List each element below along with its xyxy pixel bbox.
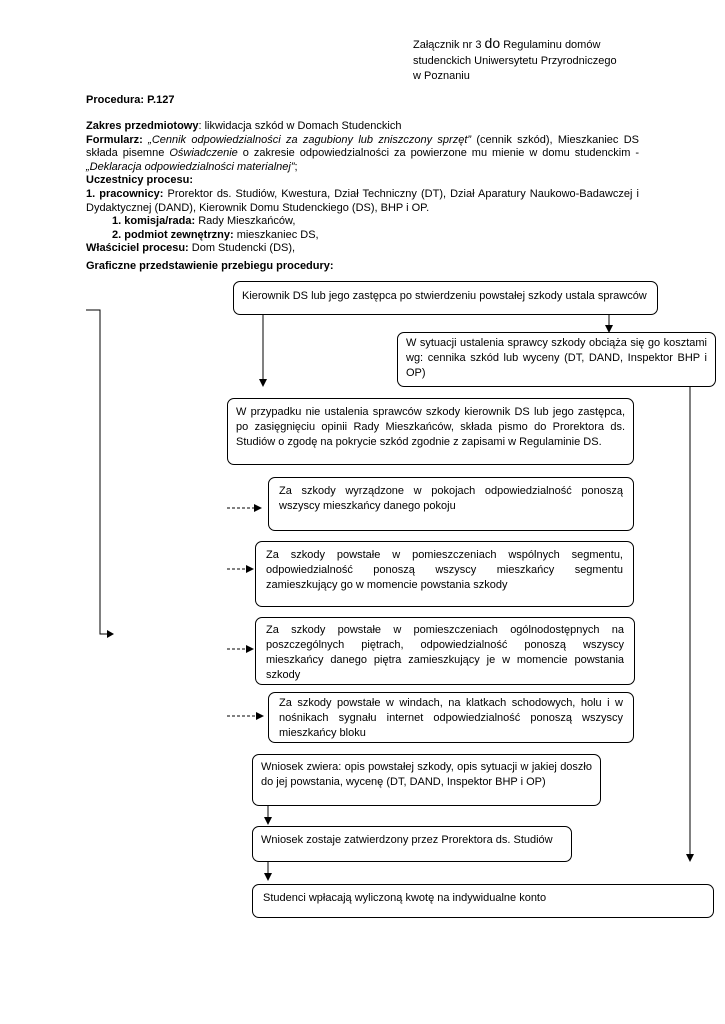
flow-box-no-culprit-request [227,398,634,465]
form-italic-2: Oświadczenie [169,147,238,160]
owner-label: Właściciel procesu: [86,242,189,255]
flow-box-request-contents [252,754,601,806]
flow-box-culprit-charged [397,332,716,387]
flow-box-room-damage [268,477,634,531]
graphic-heading-text: Graficzne przedstawienie przebiegu procedury: [86,260,334,272]
form-text-1: (cennik szkód), Mieszkaniec DS składa pisemne [86,133,639,160]
workers-label: 1. pracownicy: [86,187,164,200]
external-text: mieszkaniec DS, [236,228,319,241]
flow-box-9-text: Wniosek zostaje zatwierdzony przez Prorektora ds. Studiów [261,834,553,846]
flow-box-8-text: Wniosek zwiera: opis powstałej szkody, opis sytuacji w jakiej doszło do jej powstania, wycenę (DT, DAND, Inspektor BHP i OP) [261,761,592,788]
left-bracket-line [86,310,113,634]
attachment-line1-do: do [484,35,501,51]
flow-box-students-pay [252,884,714,918]
workers-text: Prorektor ds. Studiów, Kwestura, Dział Techniczny (DT), Dział Aparatury Naukowo-Badawczej i Dydaktycznej (DAND), Kierownik Domu Studenckiego (DS), BHP i OP. [86,187,639,214]
flow-box-10-text: Studenci wpłacają wyliczoną kwotę na indywidualne konto [263,892,547,904]
flow-box-4-text: Za szkody wyrządzone w pokojach odpowiedzialność ponoszą wszyscy mieszkańcy danego pokoju [279,485,623,512]
procedure-title-text: Procedura: P.127 [86,94,175,106]
committee-label: 1. komisja/rada: [112,215,196,228]
form-label: Formularz: [86,133,143,146]
flow-box-7-text: Za szkody powstałe w windach, na klatkach schodowych, holu i w nośnikach sygnału internet odpowiedzialność ponoszą wszyscy mieszkańcy bloku [279,697,623,739]
scope-text: : likwidacja szkód w Domach Studenckich [198,120,402,132]
flow-box-5-text: Za szkody powstałe w pomieszczeniach wspólnych segmentu, odpowiedzialność ponoszą wszyscy mieszkańcy segmentu zamieszkujący go w momencie powstania szkody [266,549,623,591]
participants-label: Uczestnicy procesu: [86,174,193,187]
scope-label: Zakres przedmiotowy [86,120,199,132]
attachment-line1b: Regulaminu domów [503,39,601,51]
left-bracket-arrowhead [107,630,114,638]
owner-text: Dom Studencki (DS), [191,242,296,255]
form-text-3: ; [294,160,298,173]
form-text-2: o zakresie odpowiedzialności za powierzone mu mienie w domu studenckim - [242,147,640,160]
flow-box-3-text: W przypadku nie ustalenia sprawców szkody kierownik DS lub jego zastępca, po zasięgnięciu opinii Rady Mieszkańców, składa pismo do Prorektora ds. Studiów o zgodę na pokrycie szkód zgodnie z zapisami w Regulaminie DS. [236,406,625,448]
flow-box-common-areas-damage [268,692,634,743]
form-italic-3: „Deklaracja odpowiedzialności materialnej” [86,160,295,173]
attachment-line2: studenckich Uniwersytetu Przyrodniczego [413,54,617,67]
attachment-line1a: Załącznik nr 3 [413,39,482,51]
flow-box-floor-damage [255,617,635,685]
flow-box-identify-culprits [233,281,658,315]
attachment-line3: w Poznaniu [413,70,470,82]
flow-box-request-approved [252,826,572,862]
form-italic-1: „Cennik odpowiedzialności za zagubiony lub zniszczony sprzęt” [148,133,472,146]
flow-box-segment-damage [255,541,634,607]
flow-box-1-text: Kierownik DS lub jego zastępca po stwierdzeniu powstałej szkody ustala sprawców [242,290,647,302]
flow-box-2-text: W sytuacji ustalenia sprawcy szkody obciąża się go kosztami wg: cennika szkód lub wyceny (DT, DAND, Inspektor BHP i OP) [406,337,707,379]
external-label: 2. podmiot zewnętrzny: [112,228,234,241]
committee-text: Rady Mieszkańców, [198,215,296,228]
flow-box-6-text: Za szkody powstałe w pomieszczeniach ogólnodostępnych na poszczególnych piętrach, odpowiedzialność ponoszą wszyscy mieszkańcy danego piętra zamieszkujący je w momencie powstania szkody [266,624,624,681]
